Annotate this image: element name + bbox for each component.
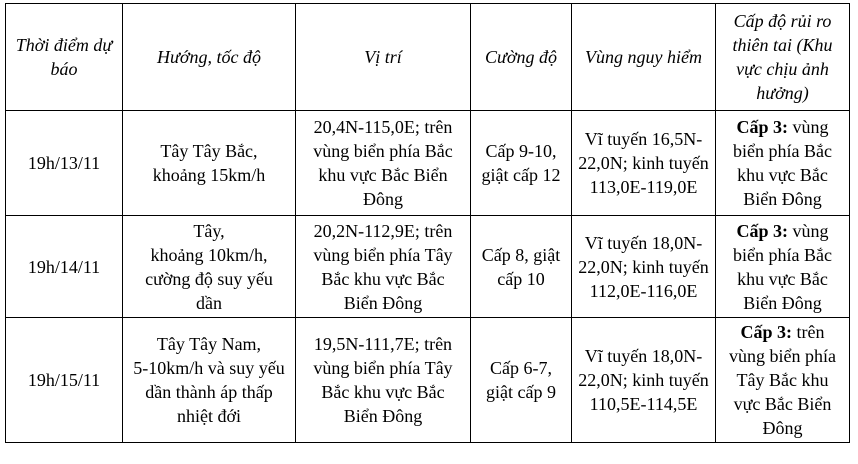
cell-danger-zone: Vĩ tuyến 18,0N- 22,0N; kinh tuyến 112,0E-116,0E bbox=[572, 216, 716, 318]
table-row bbox=[6, 216, 850, 318]
header-intensity: Cường độ bbox=[471, 4, 572, 111]
cell-intensity: Cấp 9-10, giật cấp 12 bbox=[471, 111, 572, 216]
cell-direction: Tây, khoảng 10km/h, cường độ suy yếu dần bbox=[123, 216, 296, 318]
header-danger-zone: Vùng nguy hiểm bbox=[572, 4, 716, 111]
cell-danger-zone: Vĩ tuyến 18,0N- 22,0N; kinh tuyến 110,5E-114,5E bbox=[572, 318, 716, 443]
cell-risk bbox=[716, 216, 850, 318]
cell-position: 19,5N-111,7E; trên vùng biển phía Tây Bắc khu vực Bắc Biển Đông bbox=[296, 318, 471, 443]
header-position: Vị trí bbox=[296, 4, 471, 111]
risk-level-label: Cấp 3: bbox=[736, 117, 788, 137]
risk-area-text: vùng biển phía Bắc khu vực Bắc Biển Đông bbox=[733, 117, 832, 209]
cell-risk bbox=[716, 111, 850, 216]
cell-position: 20,4N-115,0E; trên vùng biển phía Bắc khu vực Bắc Biển Đông bbox=[296, 111, 471, 216]
table-row bbox=[6, 318, 850, 443]
risk-level-label: Cấp 3: bbox=[740, 322, 793, 342]
header-direction-speed: Hướng, tốc độ bbox=[123, 4, 296, 111]
header-forecast-time: Thời điểm dự báo bbox=[6, 4, 123, 111]
cell-risk bbox=[716, 318, 850, 443]
cell-time: 19h/14/11 bbox=[6, 216, 123, 318]
cell-position: 20,2N-112,9E; trên vùng biển phía Tây Bắc khu vực Bắc Biển Đông bbox=[296, 216, 471, 318]
risk-level-label: Cấp 3: bbox=[736, 220, 788, 241]
cell-danger-zone: Vĩ tuyến 16,5N- 22,0N; kinh tuyến 113,0E-119,0E bbox=[572, 111, 716, 216]
forecast-table bbox=[5, 3, 850, 443]
cell-direction: Tây Tây Nam, 5-10km/h và suy yếu dần thành áp thấp nhiệt đới bbox=[123, 318, 296, 443]
table-row bbox=[6, 111, 850, 216]
table-header-row bbox=[6, 4, 850, 111]
cell-time: 19h/15/11 bbox=[6, 318, 123, 443]
cell-intensity: Cấp 8, giật cấp 10 bbox=[471, 216, 572, 318]
header-risk-level: Cấp độ rủi ro thiên tai (Khu vực chịu ảnh hưởng) bbox=[716, 4, 850, 111]
cell-time: 19h/13/11 bbox=[6, 111, 123, 216]
cell-intensity: Cấp 6-7, giật cấp 9 bbox=[471, 318, 572, 443]
risk-area-text: vùng biển phía Bắc khu vực Bắc Biển Đông bbox=[733, 220, 832, 313]
risk-area-text: trên vùng biển phía Tây Bắc khu vực Bắc Biển Đông bbox=[729, 322, 836, 438]
cell-direction: Tây Tây Bắc, khoảng 15km/h bbox=[123, 111, 296, 216]
